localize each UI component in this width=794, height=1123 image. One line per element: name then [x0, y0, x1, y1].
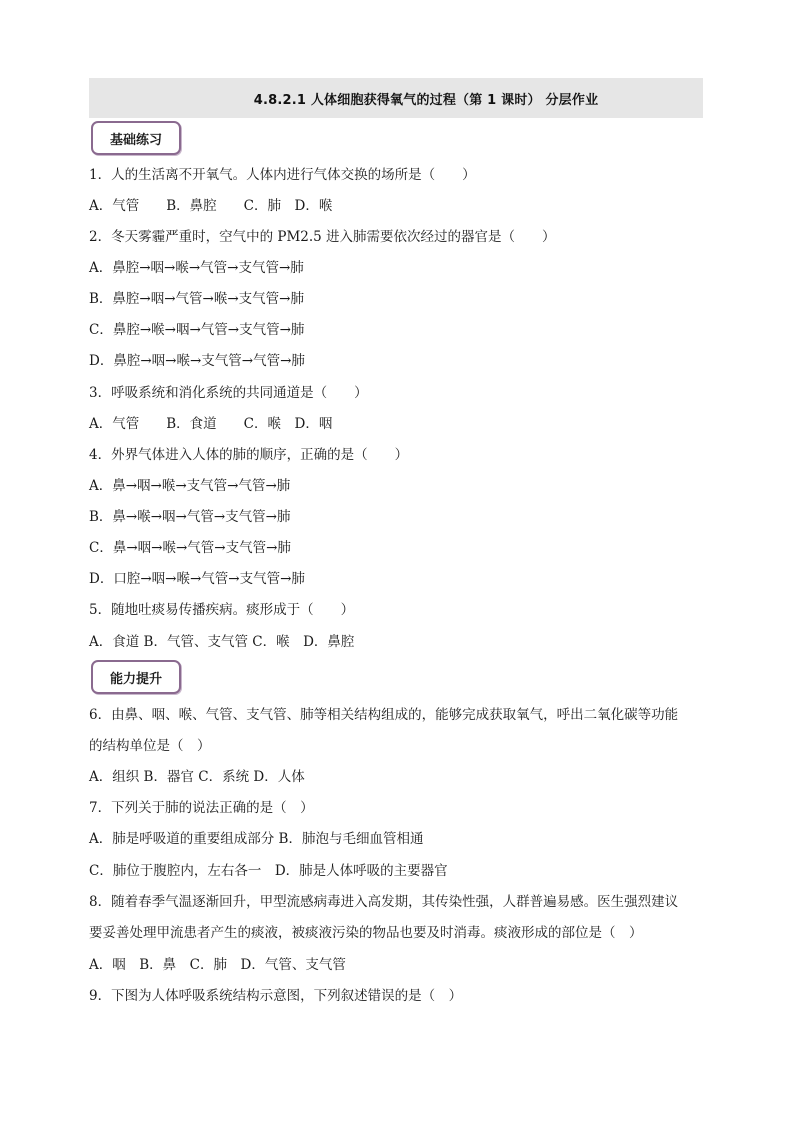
question-7-options-ab: A．肺是呼吸道的重要组成部分 B．肺泡与毛细血管相通	[89, 831, 424, 847]
question-1: 1．人的生活离不开氧气。人体内进行气体交换的场所是（ ）	[89, 167, 476, 183]
question-4-option-d: D．口腔→咽→喉→气管→支气管→肺	[89, 571, 305, 587]
question-7-options-cd: C．肺位于腹腔内，左右各一 D．肺是人体呼吸的主要器官	[89, 863, 448, 879]
question-6-options: A．组织 B．器官 C．系统 D．人体	[89, 769, 305, 785]
question-3-options: A．气管 B．食道 C．喉 D．咽	[89, 416, 333, 432]
question-2-option-a: A．鼻腔→咽→喉→气管→支气管→肺	[89, 260, 304, 276]
page-title: 4.8.2.1 人体细胞获得氧气的过程（第 1 课时） 分层作业	[253, 92, 599, 108]
question-1-options: A．气管 B．鼻腔 C．肺 D．喉	[89, 198, 333, 214]
question-8-options: A．咽 B．鼻 C．肺 D．气管、支气管	[89, 957, 346, 973]
question-8: 8．随着春季气温逐渐回升，甲型流感病毒进入高发期，其传染性强，人群普遍易感。医生强烈建议	[89, 894, 679, 910]
question-2-option-d: D．鼻腔→咽→喉→支气管→气管→肺	[89, 353, 305, 369]
question-9: 9．下图为人体呼吸系统结构示意图，下列叙述错误的是（ ）	[89, 988, 463, 1004]
question-5: 5．随地吐痰易传播疾病。痰形成于（ ）	[89, 602, 355, 618]
question-2-option-c: C．鼻腔→喉→咽→气管→支气管→肺	[89, 322, 305, 338]
question-6-continued: 的结构单位是（ ）	[89, 738, 211, 754]
question-4: 4．外界气体进入人体的肺的顺序，正确的是（ ）	[89, 447, 409, 463]
question-6: 6．由鼻、咽、喉、气管、支气管、肺等相关结构组成的，能够完成获取氧气，呼出二氧化碳等功能	[89, 707, 679, 723]
question-4-option-c: C．鼻→咽→喉→气管→支气管→肺	[89, 540, 291, 556]
question-5-options: A．食道 B．气管、支气管 C．喉 D．鼻腔	[89, 634, 355, 650]
question-7: 7．下列关于肺的说法正确的是（ ）	[89, 800, 314, 816]
question-2: 2．冬天雾霾严重时，空气中的 PM2.5 进入肺需要依次经过的器官是（ ）	[89, 229, 556, 245]
question-3: 3．呼吸系统和消化系统的共同通道是（ ）	[89, 385, 368, 401]
header-bar	[89, 78, 703, 118]
question-8-continued: 要妥善处理甲流患者产生的痰液，被痰液污染的物品也要及时消毒。痰液形成的部位是（ ）	[89, 925, 643, 941]
section-advanced-tag: 能力提升	[91, 660, 181, 694]
question-4-option-b: B．鼻→喉→咽→气管→支气管→肺	[89, 509, 291, 525]
section-basic-tag: 基础练习	[91, 121, 181, 155]
question-2-option-b: B．鼻腔→咽→气管→喉→支气管→肺	[89, 291, 304, 307]
question-4-option-a: A．鼻→咽→喉→支气管→气管→肺	[89, 478, 291, 494]
